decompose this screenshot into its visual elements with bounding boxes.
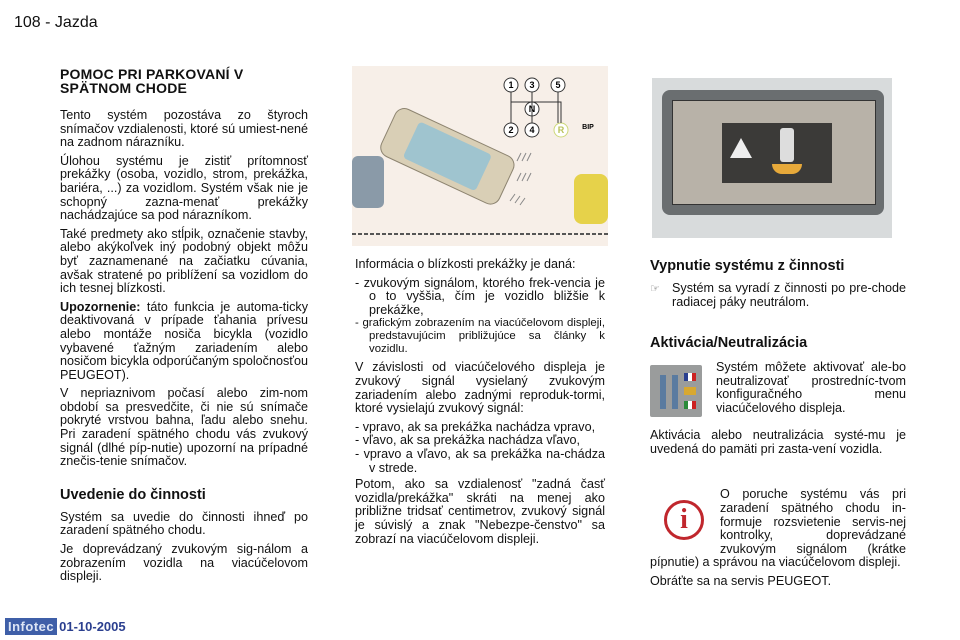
paragraph: Systém sa uvedie do činnosti ihneď po zaradení spätného chodu. [60,509,308,538]
list-item: - vpravo, ak sa prekážka nachádza vpravo, [355,419,596,434]
svg-text:2: 2 [508,125,514,135]
page-header: 108 - Jazda [14,14,98,31]
list-item: - grafickým zobrazením na viacúčelovom displeji, predstavujúcim približujúce sa články k vozidlu. [355,317,605,356]
list-item: - zvukovým signálom, ktorého frek-vencia je o to vyššia, čím je vozidlo bližšie k prekážke, [355,275,605,317]
infotec-logo: Infotec [5,618,57,635]
footer [5,618,126,635]
warning-label: Upozornenie: [60,299,141,314]
svg-text:4: 4 [529,125,535,135]
paragraph: Systém môžete aktivovať ale-bo neutralizovať prostredníc-tvom konfiguračného menu viacúčelového displeja. [716,360,906,415]
pointing-hand-icon: ☞ [650,283,660,295]
footer-date: 01-10-2005 [59,619,126,634]
indicator-list [355,277,605,357]
direction-list [355,421,605,475]
danger-icon [730,138,752,158]
gear-1: 1 [508,80,514,90]
right-column [650,258,906,594]
left-column [60,67,308,589]
paragraph: Tento systém pozostáva zo štyroch snímačov vzdialenosti, ktoré sú umiest-nené na zadnom nárazníku. [60,108,308,150]
paragraph: Systém sa vyradí z činnosti po pre-chode radiacej páky neutrálom. [672,281,906,309]
svg-text:R: R [557,125,565,135]
svg-text:BIP: BIP [582,124,594,131]
heading-off: Vypnutie systému z činnosti [650,258,845,274]
paragraph: Potom, ako sa vzdialenosť "zadná časť vozidla/prekážka" skráti na menej ako približne tridsať centimetrov, zvukový signál je súvislý a znak "Nebezpe-čenstvo" sa zobrazí na viacúčelovom displeji. [355,477,605,546]
heading-start: Uvedenie do činnosti [60,486,206,503]
display-illustration [652,78,892,238]
paragraph: Aktivácia alebo neutralizácia systé-mu je uvedená do pamäti pri zasta-vení vozidla. [650,428,906,456]
middle-column [355,258,605,551]
fault-paragraph: O poruche systému vás pri zaradení spätného chodu in-formuje rozsvietenie servis-nej kontrolky, doprevádzané zvukovým signálom (krátke pípnutie) a správou na viacúčelovom displeji. [650,487,906,570]
paragraph: V nepriaznivom počasí alebo zim-nom období sa presvedčite, či nie sú snímače pokryté vrstvou bahna, ľadu alebo snehu. Pri zaradení spätného chodu vás zvukový signál (dlhé píp-nutie) upozorní na prípadné znečis-tenie snímačov. [60,386,308,469]
warning-paragraph [60,301,308,383]
heading-activation: Aktivácia/Neutralizácia [650,335,808,352]
svg-text:3: 3 [529,80,535,90]
warning-text: táto funkcia je automa-ticky deaktivovaná v prípade ťahania prívesu alebo montáže nosiča bicykla (vozidlo vybavené ťažným zariadením alebo nosičom bicykla odporúčaným spoločnosťou PEUGEOT). [60,299,308,382]
svg-text:N: N [528,104,536,114]
section-title: POMOC PRI PARKOVANÍ V SPÄTNOM CHODE [60,66,244,96]
config-menu-icon [650,365,702,417]
list-item: - vpravo a vľavo, ak sa prekážka na-chádza v strede. [355,446,605,475]
paragraph: Také predmety ako stĺpik, označenie stavby, alebo akýkoľvek iný podobný objekt môžu byť zaznamenané na začiatku cúvania, avšak stratené po priblížení sa vozidlom do ich tesnej blízkosti. [60,226,308,296]
info-icon: i [664,500,704,540]
paragraph: Informácia o blízkosti prekážky je daná: [355,257,576,271]
svg-text:5: 5 [555,80,561,90]
parking-scene-graphic [352,66,608,246]
service-paragraph: Obráťte sa na servis PEUGEOT. [650,573,832,588]
paragraph: Je doprevádzaný zvukovým sig-nálom a zobrazením vozidla na viacúčelovom displeji. [60,542,308,584]
paragraph: Úlohou systému je zistiť prítomnosť prekážky (osoba, vozidlo, strom, prekážka, bariéra, ...) za vozidlom. Systém však nie je schopný zazna-menať prekážky nachádzajúce sa pod nárazníkom. [60,153,308,223]
paragraph: V závislosti od viacúčelového displeja je zvukový signál vysielaný zvukovým zariadením alebo zadnými reproduk-tormi, ktoré vysielajú zvukový signál: [355,360,605,416]
parking-illustration [352,66,608,246]
list-item: - vľavo, ak sa prekážka nachádza vľavo, [355,433,581,448]
